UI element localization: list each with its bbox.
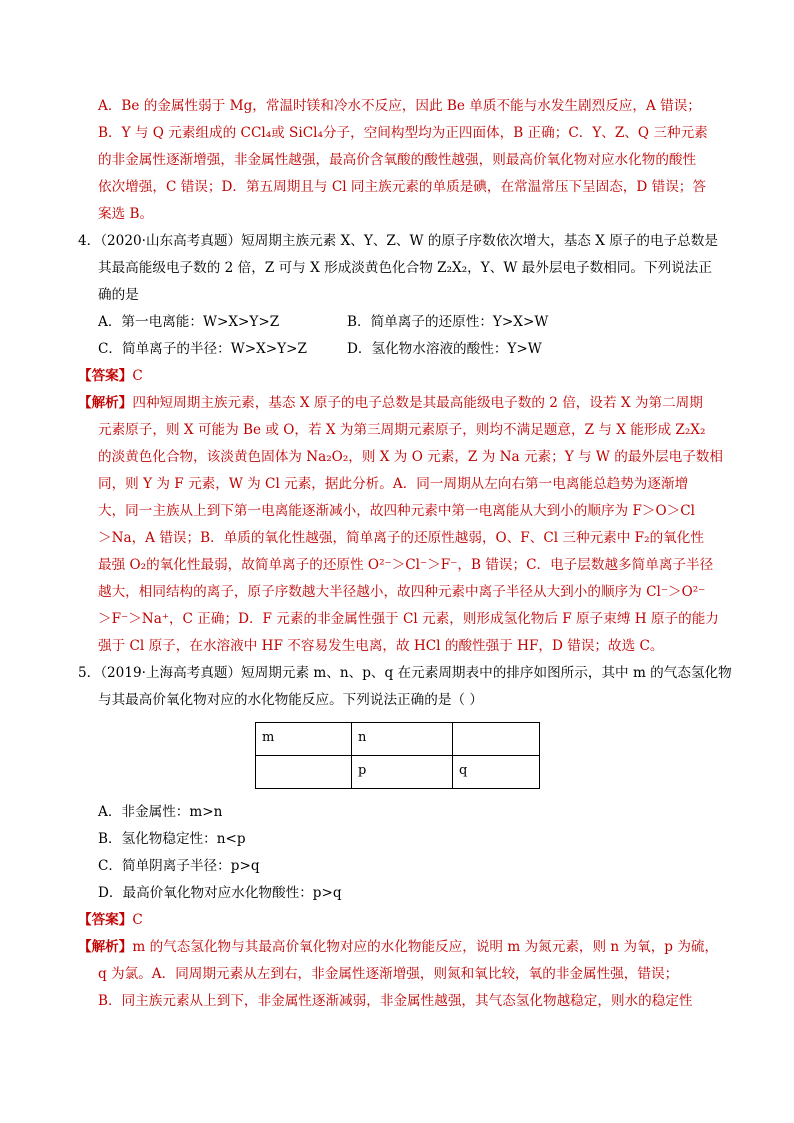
table-cell: m — [256, 723, 352, 756]
option-d: D．氢化物水溶液的酸性：Y>W — [347, 341, 542, 357]
answer-value: C — [132, 912, 143, 928]
analysis-line: 同，则 Y 为 F 元素，W 为 Cl 元素，据此分析。A．同一周期从左向右第一电离能总趋势为逐渐增 — [98, 476, 689, 492]
question-4-stem: 确的是 — [98, 287, 139, 303]
option-c: C．简单离子的半径：W>X>Y>Z — [98, 341, 307, 357]
question-4-stem: 其最高能级电子数的 2 倍，Z 可与 X 形成淡黄色化合物 Z₂X₂，Y、W 最外层电子数相同。下列说法正 — [98, 260, 712, 276]
question-4-stem: 4．（2020·山东高考真题）短周期主族元素 X、Y、Z、W 的原子序数依次增大，基态 X 原子的电子总数是 — [78, 233, 718, 249]
periodic-table-fragment — [255, 722, 540, 789]
option-c: C．简单阴离子半径：p>q — [98, 858, 260, 874]
analysis-line: 大，同一主族从上到下第一电离能逐渐减小，故四种元素中第一电离能从大到小的顺序为 F＞O＞Cl — [98, 503, 695, 519]
analysis-line: 越大，相同结构的离子，原子序数越大半径越小，故四种元素中离子半径从大到小的顺序为 Cl⁻＞O²⁻ — [98, 584, 706, 600]
analysis-line: 强于 Cl 原子，在水溶液中 HF 不容易发生电离，故 HCl 的酸性强于 HF，D 错误；故选 C。 — [98, 638, 664, 654]
table-cell: n — [352, 723, 453, 756]
option-a: A．非金属性：m>n — [98, 804, 223, 820]
answer-tag: 【答案】 — [78, 368, 133, 384]
option-d: D．最高价氧化物对应水化物酸性：p>q — [98, 885, 342, 901]
analysis-line: ＞F⁻＞Na⁺，C 正确；D．F 元素的非金属性强于 Cl 元素，则形成氢化物后 F 原子束缚 H 原子的能力 — [98, 611, 719, 627]
question-5-stem: 5．（2019·上海高考真题）短周期元素 m、n、p、q 在元素周期表中的排序如图所示，其中 m 的气态氢化物 — [78, 665, 732, 681]
answer-tag: 【答案】 — [78, 912, 133, 928]
table-cell — [256, 756, 352, 789]
question-5-stem: 与其最高价氧化物对应的水化物能反应。下列说法正确的是（ ） — [98, 692, 483, 708]
option-b: B．氢化物稳定性：n<p — [98, 831, 246, 847]
table-row — [256, 723, 540, 756]
explanation-line: 依次增强，C 错误；D．第五周期且与 Cl 同主族元素的单质是碘，在常温常压下呈固态，D 错误；答 — [98, 179, 706, 195]
explanation-line: 的非金属性逐渐增强，非金属性越强，最高价含氧酸的酸性越强，则最高价氧化物对应水化物的酸性 — [98, 152, 697, 168]
analysis-row — [78, 938, 718, 956]
analysis-text: m 的气态氢化物与其最高价氧化物对应的水化物能反应，说明 m 为氮元素，则 n 为氧，p 为硫， — [132, 939, 719, 955]
explanation-line: B．Y 与 Q 元素组成的 CCl₄或 SiCl₄分子，空间构型均为正四面体，B 正确；C．Y、Z、Q 三种元素 — [98, 125, 708, 141]
analysis-line: 元素原子，则 X 可能为 Be 或 O，若 X 为第三周期元素原子，则均不满足题意，Z 与 X 能形成 Z₂X₂ — [98, 422, 706, 438]
analysis-line: q 为氯。A．同周期元素从左到右，非金属性逐渐增强，则氮和氧比较，氧的非金属性强，错误； — [98, 966, 679, 982]
answer-value: C — [132, 368, 143, 384]
table-row — [256, 756, 540, 789]
analysis-tag: 【解析】 — [78, 939, 133, 955]
analysis-row — [78, 394, 703, 412]
explanation-line: A．Be 的金属性弱于 Mg，常温时镁和冷水不反应，因此 Be 单质不能与水发生剧烈反应，A 错误； — [98, 98, 701, 114]
option-b: B．简单离子的还原性：Y>X>W — [347, 314, 549, 330]
table-cell: p — [352, 756, 453, 789]
answer-row — [78, 911, 143, 929]
analysis-text: 四种短周期主族元素，基态 X 原子的电子总数是其最高能级电子数的 2 倍，设若 X 为第二周期 — [132, 395, 703, 411]
analysis-line: ＞Na，A 错误；B．单质的氧化性越强，简单离子的还原性越弱，O、F、Cl 三种元素中 F₂的氧化性 — [98, 530, 704, 546]
table-cell — [453, 723, 540, 756]
option-a: A．第一电离能：W>X>Y>Z — [98, 314, 280, 330]
explanation-line: 案选 B。 — [98, 206, 154, 222]
analysis-line: 的淡黄色化合物，该淡黄色固体为 Na₂O₂，则 X 为 O 元素，Z 为 Na 元素；Y 与 W 的最外层电子数相 — [98, 449, 723, 465]
answer-row — [78, 367, 143, 385]
table-cell: q — [453, 756, 540, 789]
analysis-line: B．同主族元素从上到下，非金属性逐渐减弱，非金属性越强，其气态氢化物越稳定，则水的稳定性 — [98, 993, 693, 1009]
analysis-line: 最强 O₂的氧化性最弱，故简单离子的还原性 O²⁻＞Cl⁻＞F⁻，B 错误；C．电子层数越多简单离子半径 — [98, 557, 714, 573]
analysis-tag: 【解析】 — [78, 395, 133, 411]
